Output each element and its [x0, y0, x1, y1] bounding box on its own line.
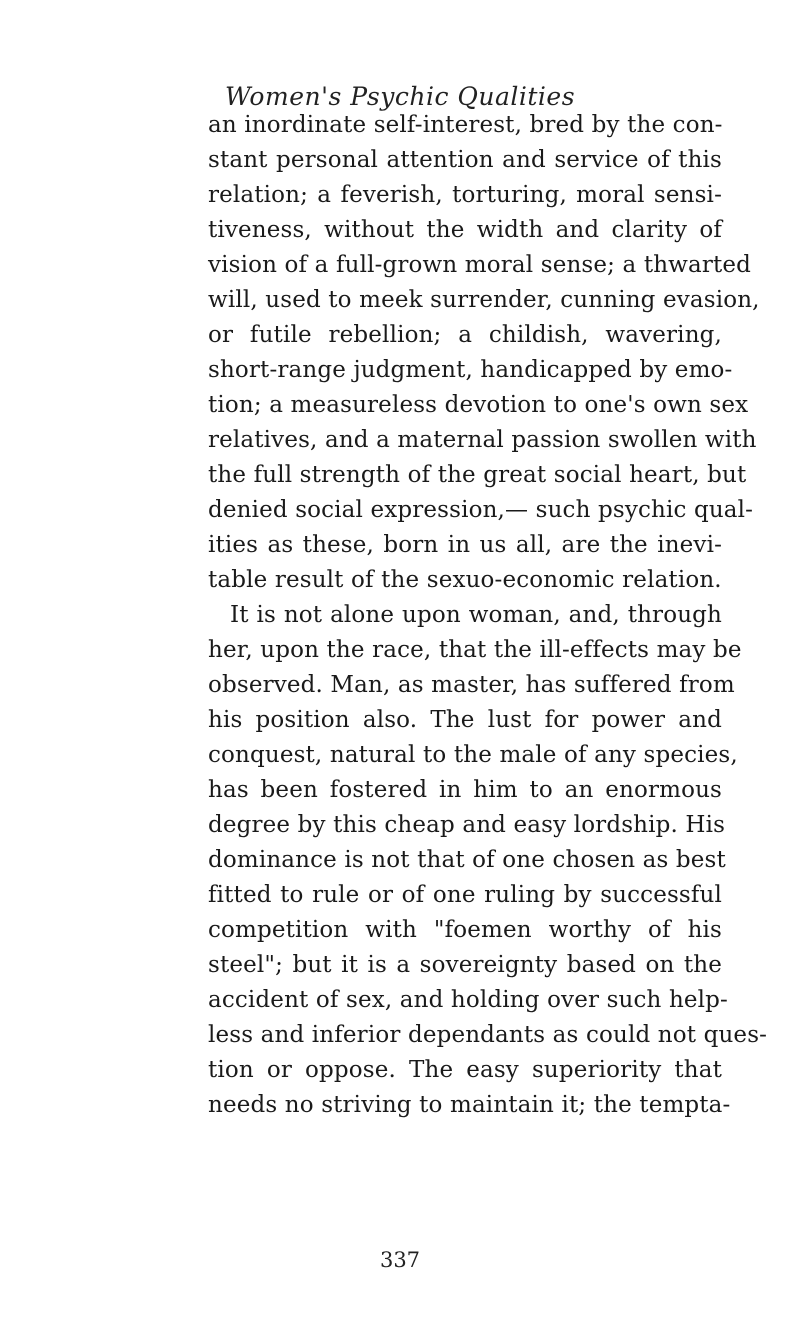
text-line: conquest, natural to the male of any species, [208, 742, 738, 768]
text-line-paragraph-end: table result of the sexuo-economic relation. [208, 567, 722, 593]
page-number: 337 [379, 1248, 421, 1272]
text-line-paragraph-start: It is not alone upon woman, and, through [230, 602, 722, 628]
text-line: tiveness, without the width and clarity of [208, 217, 722, 243]
text-line: his position also. The lust for power and [208, 707, 722, 733]
text-line: steel"; but it is a sovereignty based on the [208, 952, 722, 978]
text-line: an inordinate self-interest, bred by the con- [208, 112, 723, 138]
text-line: less and inferior dependants as could not ques- [208, 1022, 768, 1048]
text-line: her, upon the race, that the ill-effects may be [208, 637, 742, 663]
text-line: denied social expression,— such psychic qual- [208, 497, 754, 523]
text-line: needs no striving to maintain it; the tempta- [208, 1092, 731, 1118]
text-line: fitted to rule or of one ruling by successful [208, 882, 722, 908]
text-line: has been fostered in him to an enormous [208, 777, 722, 803]
text-line: short-range judgment, handicapped by emo- [208, 357, 733, 383]
text-line: stant personal attention and service of this [208, 147, 722, 173]
text-line: relation; a feverish, torturing, moral sensi- [208, 182, 722, 208]
text-line: the full strength of the great social heart, but [208, 462, 747, 488]
text-line: or futile rebellion; a childish, wavering, [208, 322, 722, 348]
text-line: competition with "foemen worthy of his [208, 917, 722, 943]
text-line: accident of sex, and holding over such help- [208, 987, 728, 1013]
text-line: observed. Man, as master, has suffered from [208, 672, 735, 698]
text-line: dominance is not that of one chosen as best [208, 847, 726, 873]
text-line: will, used to meek surrender, cunning evasion, [208, 287, 760, 313]
body-text [208, 108, 768, 1123]
running-head: Women's Psychic Qualities [224, 82, 576, 111]
text-line: degree by this cheap and easy lordship. His [208, 812, 726, 838]
text-line: tion or oppose. The easy superiority that [208, 1057, 722, 1083]
text-line: tion; a measureless devotion to one's own sex [208, 392, 749, 418]
text-line: ities as these, born in us all, are the inevi- [208, 532, 722, 558]
text-line: vision of a full-grown moral sense; a thwarted [208, 252, 752, 278]
text-line: relatives, and a maternal passion swollen with [208, 427, 757, 453]
